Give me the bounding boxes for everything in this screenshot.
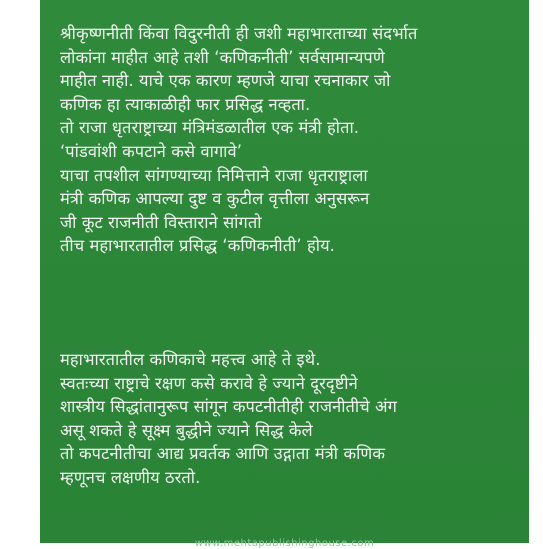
blurb-line: महाभारतातील कणिकाचे महत्त्व आहे ते इथे. bbox=[60, 350, 321, 369]
blurb-line: तीच महाभारतातील प्रसिद्ध ‘कणिकनीती’ होय. bbox=[60, 236, 335, 256]
blurb-line: स्वतःच्या राष्ट्राचे रक्षण कसे करावे हे ज्याने दूरदृष्टीने bbox=[60, 373, 358, 393]
blurb-line: कणिक हा त्याकाळीही फार प्रसिद्ध नव्हता. bbox=[60, 94, 311, 114]
blurb-line: मंत्री कणिक आपल्या दुष्ट व कुटील वृत्तीला अनुसरून bbox=[60, 189, 370, 209]
blurb-line: ‘पांडवांशी कपटाने कसे वागावे’ bbox=[60, 141, 243, 161]
blurb-line: जी कूट राजनीती विस्ताराने सांगतो bbox=[60, 212, 262, 232]
blurb-paragraph-1 bbox=[60, 22, 520, 258]
blurb-line: तो कपटनीतीचा आद्य प्रवर्तक आणि उद्गाता मंत्री कणिक bbox=[60, 444, 386, 464]
blurb-line: असू शकते हे सूक्ष्म बुद्धीने ज्याने सिद्ध केले bbox=[60, 420, 313, 440]
blurb-line: लोकांना माहीत आहे तशी ‘कणिकनीती’ सर्वसामान्यपणे bbox=[60, 47, 385, 67]
book-back-cover bbox=[40, 0, 529, 549]
blurb-line: शास्त्रीय सिद्धांतानुरूप सांगून कपटनीतीही राजनीतीचे अंग bbox=[60, 397, 397, 417]
blurb-line: म्हणूनच लक्षणीय ठरतो. bbox=[60, 467, 201, 487]
blurb-line: याचा तपशील सांगण्याच्या निमित्ताने राजा धृतराष्ट्राला bbox=[60, 165, 368, 185]
publisher-url: www.mehtapublishinghouse.com bbox=[194, 538, 375, 549]
blurb-paragraph-2 bbox=[60, 348, 520, 490]
blurb-line: माहीत नाही. याचे एक कारण म्हणजे याचा रचनाकार जो bbox=[60, 71, 391, 91]
blurb-line: श्रीकृष्णनीती किंवा विदुरनीती ही जशी महाभारताच्या संदर्भात bbox=[60, 24, 418, 43]
blurb-line: तो राजा धृतराष्ट्राच्या मंत्रिमंडळातील एक मंत्री होता. bbox=[60, 118, 360, 138]
